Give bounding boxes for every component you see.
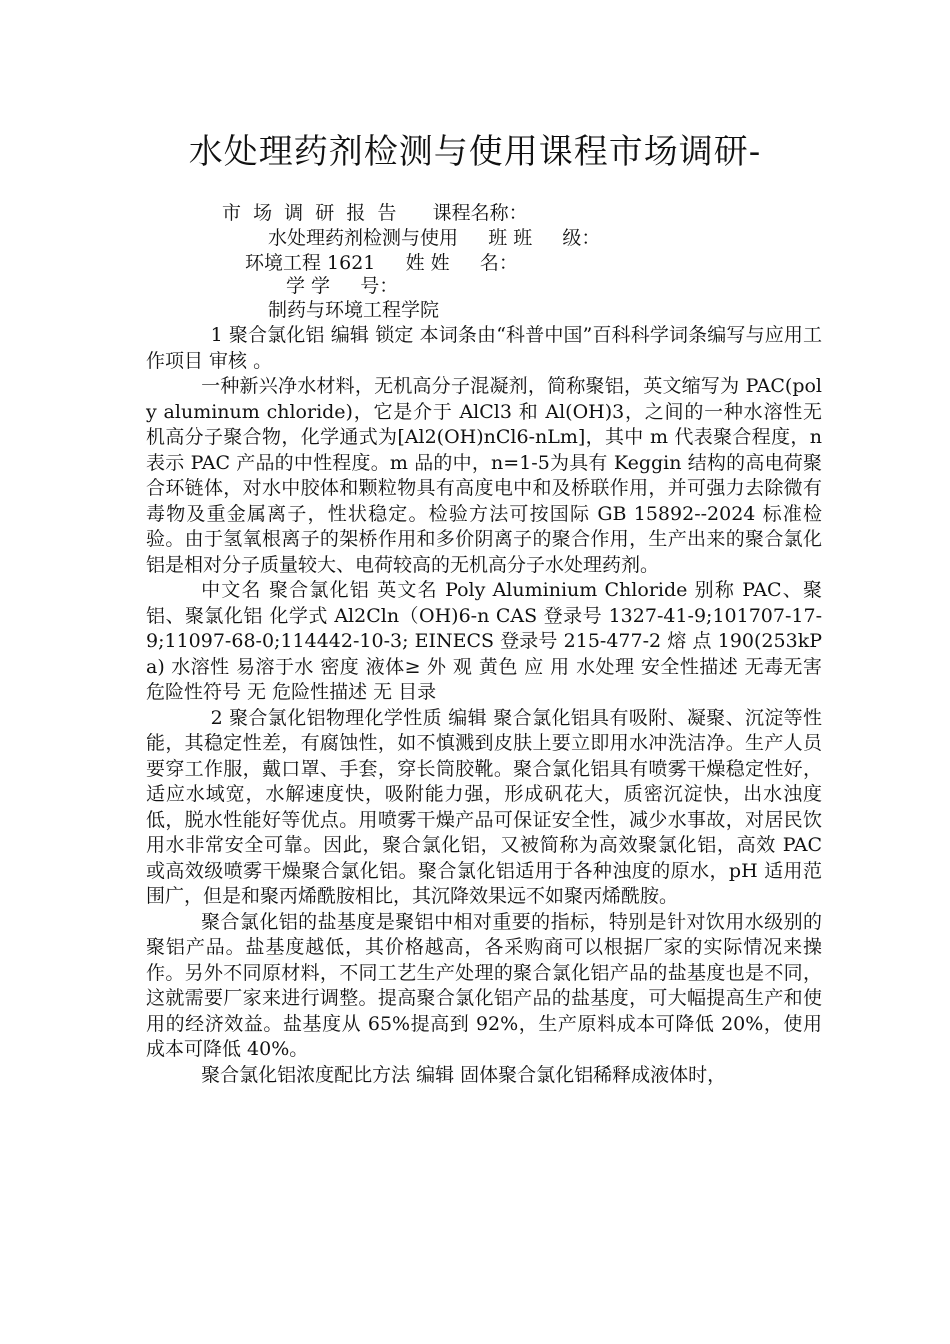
header-report-line: 市 场 调 研 报 告 课程名称：: [222, 202, 528, 224]
paragraph-concentration-method: 聚合氯化铝浓度配比方法 编辑 固体聚合氯化铝稀释成液体时，: [201, 1063, 727, 1086]
header-course-line: 水处理药剂检测与使用 班 班 级：: [268, 227, 601, 249]
paragraph-pac-properties-table: 中文名 聚合氯化铝 英文名 Poly Aluminium Chloride 别称 PAC、聚铝、聚氯化铝 化学式 Al2Cln（OH)6-n CAS 登录号 1327-41-9;101707-17-9;11097-68-0;114442-10-3; EINECS 登录号 215-477-2 熔 点 190(253kPa) 水溶性 易溶于水 密度 液体≥ 外 观 黄色 应 用 水处理 安全性描述 无毒无害 危险性符号 无 危险性描述 无 目录: [146, 579, 822, 703]
paragraph-section-2-physical-chemical: 2 聚合氯化铝物理化学性质 编辑 聚合氯化铝具有吸附、凝聚、沉淀等性能，其稳定性差，有腐蚀性，如不慎溅到皮肤上要立即用水冲洗洁净。生产人员要穿工作服，戴口罩、手套，穿长筒胶靴。聚合氯化铝具有喷雾干燥稳定性好，适应水域宽，水解速度快，吸附能力强，形成矾花大，质密沉淀快，出水浊度低，脱水性能好等优点。用喷雾干燥产品可保证安全性，减少水事故，对居民饮用水非常安全可靠。因此，聚合氯化铝，又被简称为高效聚氯化铝，高效 PAC 或高效级喷雾干燥聚合氯化铝。聚合氯化铝适用于各种浊度的原水，pH 适用范围广，但是和聚丙烯酰胺相比，其沉降效果远不如聚丙烯酰胺。: [146, 706, 822, 907]
header-student-id-line: 学 学 号：: [286, 275, 399, 297]
paragraph-pac-definition: 一种新兴净水材料，无机高分子混凝剂，简称聚铝，英文缩写为 PAC(poly aluminum chloride)，它是介于 AlCl3 和 Al(OH)3，之间的一种水溶性无机高分子聚合物，化学通式为[Al2(OH)nCl6-nLm]，其中 m 代表聚合程度，n 表示 PAC 产品的中性程度。m 品的中，n=1-5为具有 Keggin 结构的高电荷聚合环链体，对水中胶体和颗粒物具有高度电中和及桥联作用，并可强力去除微有毒物及重金属离子，性状稳定。检验方法可按国际 GB 15892--2024 标准检验。由于氢氧根离子的架桥作用和多价阴离子的聚合作用，生产出来的聚合氯化铝是相对分子质量较大、电荷较高的无机高分子水处理药剂。: [146, 375, 822, 576]
paragraph-section-1-heading: 1 聚合氯化铝 编辑 锁定 本词条由“科普中国”百科科学词条编写与应用工作项目 审核 。: [146, 324, 822, 372]
paragraph-basicity: 聚合氯化铝的盐基度是聚铝中相对重要的指标，特别是针对饮用水级别的聚铝产品。盐基度越低，其价格越高，各采购商可以根据厂家的实际情况来操作。另外不同原材料，不同工艺生产处理的聚合氯化铝产品的盐基度也是不同，这就需要厂家来进行调整。提高聚合氯化铝产品的盐基度，可大幅提高生产和使用的经济效益。盐基度从 65%提高到 92%，生产原料成本可降低 20%，使用成本可降低 40%。: [146, 910, 822, 1060]
document-body: [146, 323, 822, 1088]
header-school-line: 制药与环境工程学院: [268, 299, 440, 321]
document-title: 水处理药剂检测与使用课程市场调研-: [188, 132, 762, 172]
header-class-line: 环境工程 1621 姓 姓 名：: [245, 252, 518, 274]
